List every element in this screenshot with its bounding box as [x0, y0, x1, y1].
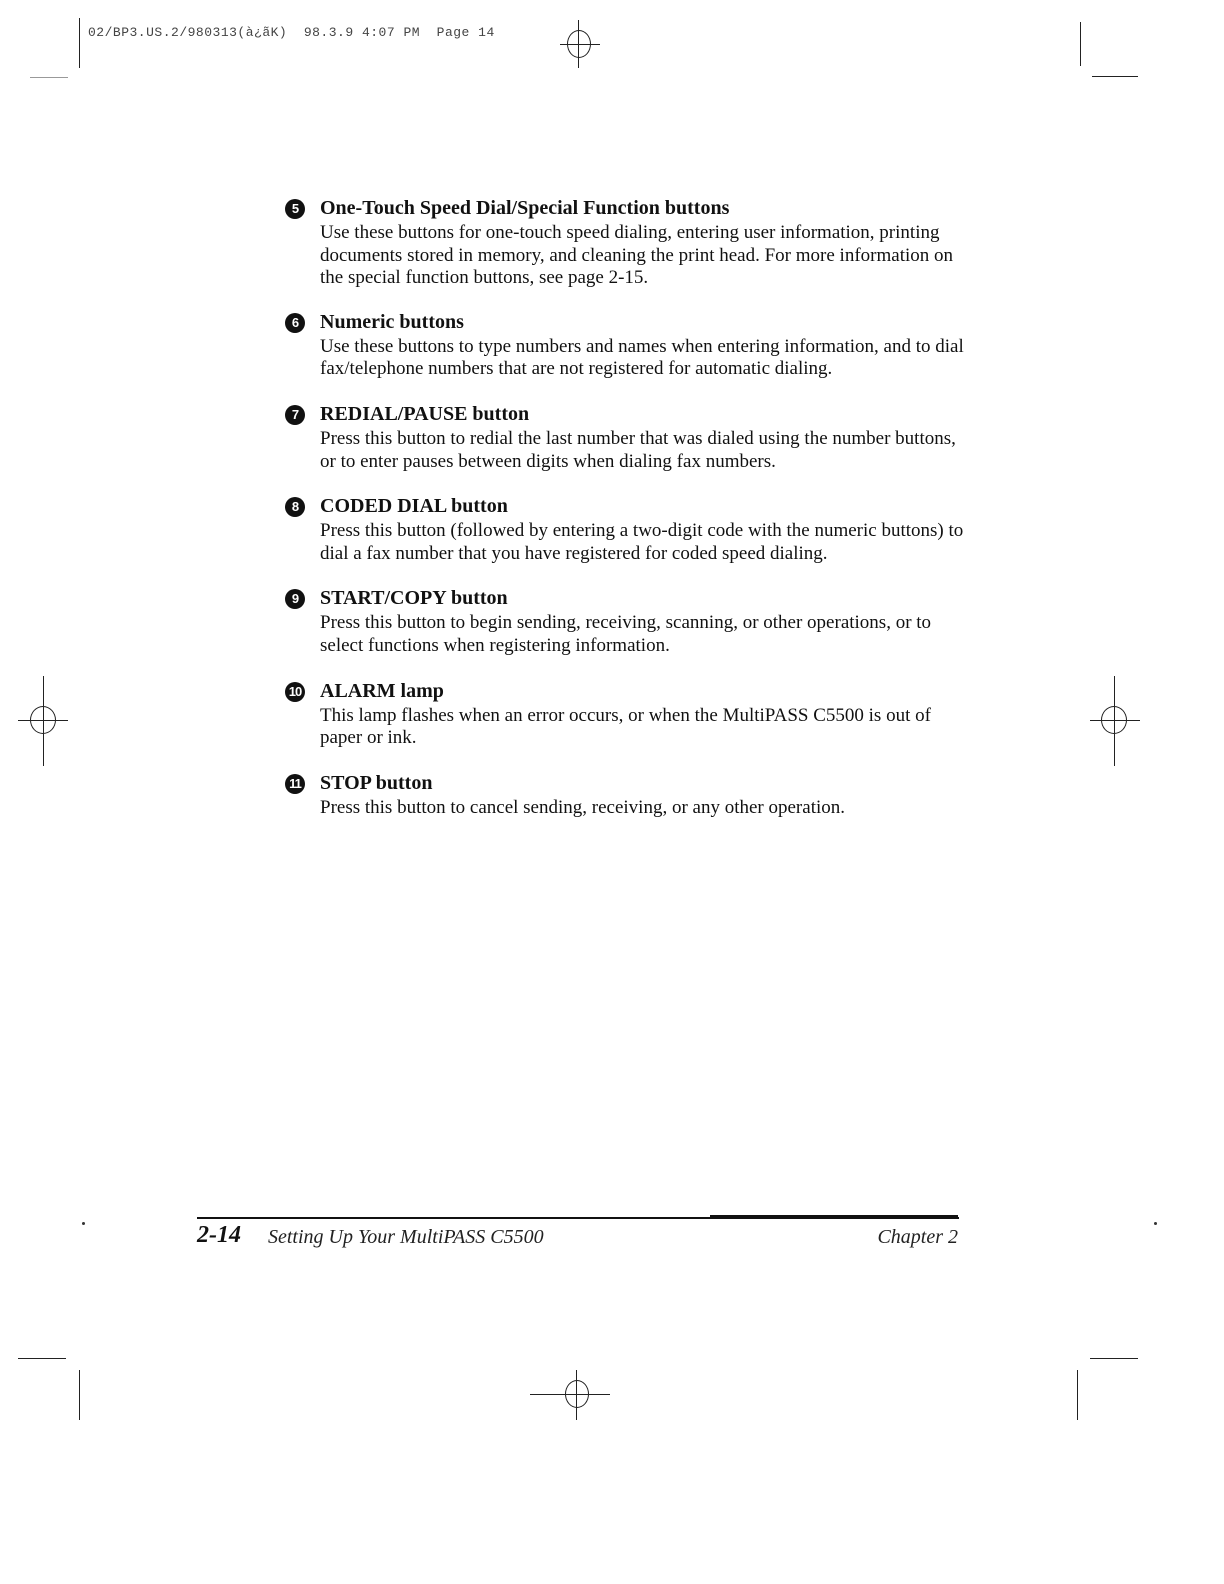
margin-dot-left	[82, 1222, 85, 1225]
list-item	[285, 585, 965, 657]
crop-mark-bottom-left-h	[18, 1358, 66, 1359]
item-title: CODED DIAL button	[320, 495, 508, 518]
registration-mark-right-v	[1114, 676, 1115, 766]
margin-dot-right	[1154, 1222, 1157, 1225]
item-number-badge: 11	[285, 774, 305, 794]
item-title: Numeric buttons	[320, 310, 464, 333]
crop-mark-bottom-left-v	[79, 1370, 80, 1420]
item-number-badge: 5	[285, 199, 305, 219]
list-item	[285, 309, 965, 381]
list-item	[285, 493, 965, 565]
footer-book-title: Setting Up Your MultiPASS C5500	[268, 1226, 544, 1248]
footer-chapter: Chapter 2	[877, 1226, 958, 1248]
item-number-badge: 8	[285, 497, 305, 517]
item-title: ALARM lamp	[320, 679, 444, 702]
crop-mark-bottom-right-h	[1090, 1358, 1138, 1359]
registration-mark-right-h	[1090, 720, 1140, 721]
crop-mark-top-right	[1080, 22, 1081, 66]
crop-mark-top-left	[79, 18, 80, 68]
list-item	[285, 195, 965, 290]
item-description: Press this button to cancel sending, receiving, or any other operation.	[320, 796, 846, 818]
registration-mark-left-v	[43, 676, 44, 766]
list-item	[285, 678, 965, 750]
item-description: This lamp flashes when an error occurs, or when the MultiPASS C5500 is out of paper or ink.	[320, 704, 931, 749]
item-number-badge: 10	[285, 682, 305, 702]
item-title: One-Touch Speed Dial/Special Function buttons	[320, 197, 730, 219]
registration-mark-left-h	[18, 720, 68, 721]
item-title: STOP button	[320, 771, 433, 794]
footer-rule-accent	[710, 1215, 958, 1218]
item-number-badge: 6	[285, 313, 305, 333]
item-description: Press this button to begin sending, receiving, scanning, or other operations, or to select functions when registering information.	[320, 612, 932, 656]
item-number-badge: 9	[285, 589, 305, 609]
item-description: Press this button to redial the last number that was dialed using the number buttons, or to enter pauses between digits when dialing fax numbers.	[320, 427, 956, 472]
button-description-list	[285, 195, 965, 819]
print-slug: 02/BP3.US.2/980313(à¿ãK) 98.3.9 4:07 PM Page 14	[88, 25, 495, 40]
registration-mark-bottom-h	[530, 1394, 610, 1395]
item-description: Use these buttons for one-touch speed dialing, entering user information, printing documents stored in memory, and cleaning the print head. For more information on the special function buttons, see page 2-15.	[320, 222, 954, 289]
item-description: Use these buttons to type numbers and names when entering information, and to dial fax/telephone numbers that are not registered for automatic dialing.	[320, 335, 964, 380]
crop-mark-top-right-h	[1092, 76, 1138, 77]
item-number-badge: 7	[285, 405, 305, 425]
registration-mark-bottom-v	[576, 1370, 577, 1420]
item-title: START/COPY button	[320, 587, 508, 610]
registration-mark-top-h	[560, 44, 600, 45]
list-item	[285, 401, 965, 473]
list-item	[285, 770, 965, 820]
crop-mark-top-left-dash	[30, 77, 68, 78]
footer-page-number: 2-14	[197, 1222, 241, 1248]
crop-mark-bottom-right-v	[1077, 1370, 1078, 1420]
item-description: Press this button (followed by entering a two-digit code with the numeric buttons) to dial a fax number that you have registered for coded speed dialing.	[320, 520, 964, 564]
item-title: REDIAL/PAUSE button	[320, 402, 530, 425]
